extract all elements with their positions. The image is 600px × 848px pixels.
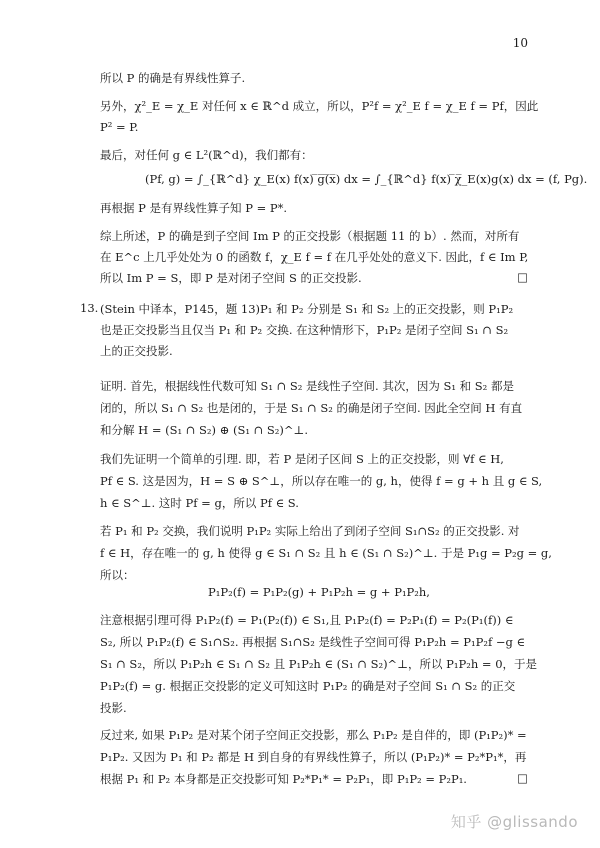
text-line: 在 E^c 上几乎处处为 0 的函数 f，χ_E f = f 在几乎处处的意义下. 因此，f ∈ Im P, [100,250,529,264]
display-equation: P₁P₂(f) = P₁P₂(g) + P₁P₂h = g + P₁P₂h, [208,585,430,599]
text-line: S₁ ∩ S₂，所以 P₁P₂h ∈ S₁ ∩ S₂ 且 P₁P₂h ∈ (S₁ ∩ S₂)^⊥，所以 P₁P₂h = 0，于是 [100,657,538,671]
text-line: f ∈ H，存在唯一的 g, h 使得 g ∈ S₁ ∩ S₂ 且 h ∈ (S₁ ∩ S₂)^⊥. 于是 P₁g = P₂g = g, [100,546,552,560]
page-number: 10 [512,36,528,50]
watermark: 知乎 @glissando [450,813,578,831]
text-line: 若 P₁ 和 P₂ 交换，我们说明 P₁P₂ 实际上给出了到闭子空间 S₁∩S₂ 的正交投影. 对 [100,524,520,538]
text-line: (Stein 中译本，P145，题 13)P₁ 和 P₂ 分别是 S₁ 和 S₂ 上的正交投影，则 P₁P₂ [100,302,514,316]
qed-symbol: □ [517,771,528,785]
text-line: Pf ∈ S. 这是因为，H = S ⊕ S^⊥，所以存在唯一的 g, h，使得 f = g + h 且 g ∈ S, [100,474,543,488]
text-line: 另外，χ²_E = χ_E 对任何 x ∈ ℝ^d 成立，所以，P²f = χ²_E f = χ_E f = Pf，因此 [100,99,539,113]
text-line: 投影. [100,701,127,715]
text-line: 反过来, 如果 P₁P₂ 是对某个闭子空间正交投影，那么 P₁P₂ 是自伴的，即 (P₁P₂)* = [100,728,527,742]
text-line: 也是正交投影当且仅当 P₁ 和 P₂ 交换. 在这种情形下，P₁P₂ 是闭子空间 S₁ ∩ S₂ [100,323,509,337]
text-line: 最后，对任何 g ∈ L²(ℝ^d)，我们都有： [100,148,313,162]
text-line: 证明. 首先，根据线性代数可知 S₁ ∩ S₂ 是线性子空间. 其次，因为 S₁ 和 S₂ 都是 [100,379,514,393]
display-equation: (Pf, g) = ∫_{ℝ^d} χ_E(x) f(x) ̅g̅(̅x̅) dx = ∫_{ℝ^d} f(x) ̅χ̅_E(x)g(x) dx = (f, Pg). [145,172,588,186]
item-number: 13. [80,301,99,315]
text-line: P² = P. [100,120,139,134]
text-line: 所以 Im P = S，即 P 是对闭子空间 S 的正交投影. [100,271,362,285]
text-line: 和分解 H = (S₁ ∩ S₂) ⊕ (S₁ ∩ S₂)^⊥. [100,423,308,437]
text-line: 上的正交投影. [100,344,173,358]
text-line: 注意根据引理可得 P₁P₂(f) = P₁(P₂(f)) ∈ S₁,且 P₁P₂(f) = P₂P₁(f) = P₂(P₁(f)) ∈ [100,613,514,627]
text-line: 所以 P 的确是有界线性算子. [100,71,246,85]
text-line: P₁P₂. 又因为 P₁ 和 P₂ 都是 H 到自身的有界线性算子，所以 (P₁P₂)* = P₂*P₁*，再 [100,750,527,764]
text-line: 所以： [100,568,135,582]
text-line: 闭的，所以 S₁ ∩ S₂ 也是闭的，于是 S₁ ∩ S₂ 的确是闭子空间. 因此全空间 H 有直 [100,401,523,415]
text-line: 再根据 P 是有界线性算子知 P = P*. [100,201,288,215]
text-line: S₂, 所以 P₁P₂(f) ∈ S₁∩S₂. 再根据 S₁∩S₂ 是线性子空间可得 P₁P₂h = P₁P₂f −g ∈ [100,635,526,649]
qed-symbol: □ [517,270,528,284]
text-line: 我们先证明一个简单的引理. 即，若 P 是闭子区间 S 上的正交投影，则 ∀f ∈ H, [100,452,504,466]
text-line: 根据 P₁ 和 P₂ 本身都是正交投影可知 P₂*P₁* = P₂P₁，即 P₁P₂ = P₂P₁. [100,772,467,786]
text-line: P₁P₂(f) = g. 根据正交投影的定义可知这时 P₁P₂ 的确是对子空间 S₁ ∩ S₂ 的正交 [100,679,516,693]
text-line: 综上所述，P 的确是到子空间 Im P 的正交投影（根据题 11 的 b）. 然而，对所有 [100,229,520,243]
text-line: h ∈ S^⊥. 这时 Pf = g，所以 Pf ∈ S. [100,496,299,510]
